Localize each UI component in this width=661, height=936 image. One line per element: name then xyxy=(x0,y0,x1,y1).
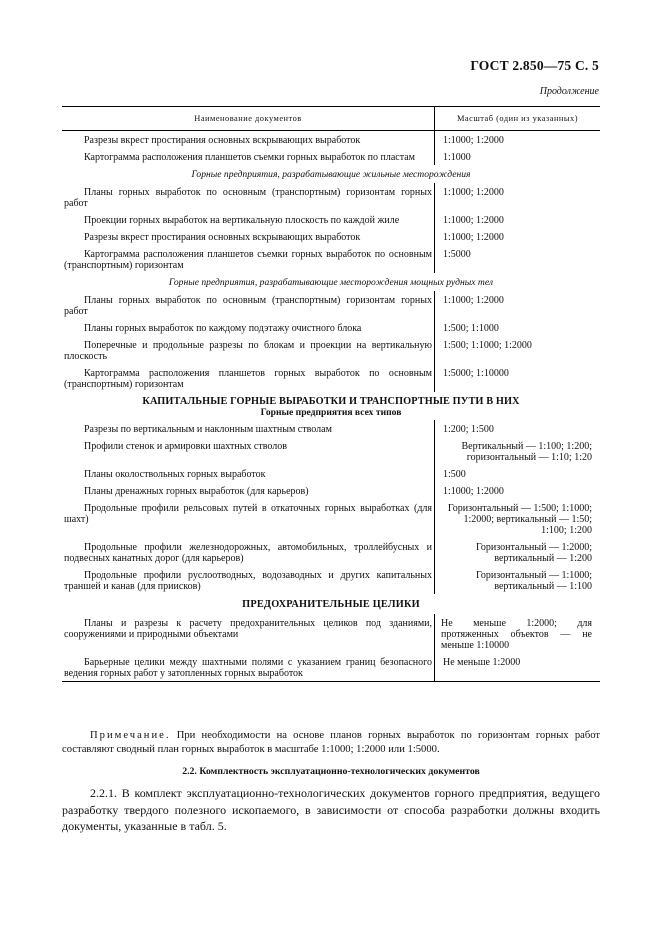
table-row xyxy=(62,131,600,149)
table-row xyxy=(62,245,600,273)
note-label: Примечание. xyxy=(90,730,171,741)
document-name-cell: Планы дренажных горных выработок (для карьеров) xyxy=(62,482,435,499)
subsection-heading: Горные предприятия, разрабатывающие жильные месторождения xyxy=(191,169,471,180)
scale-cell: 1:1000; 1:2000 xyxy=(443,215,504,226)
table-row xyxy=(62,499,600,538)
scale-cell: 1:1000; 1:2000 xyxy=(443,295,504,306)
document-name-cell: Картограмма расположения планшетов съемки горных выработок по основным (транспортным) горизонтам xyxy=(62,245,435,273)
table-body xyxy=(62,131,600,682)
section-heading: ПРЕДОХРАНИТЕЛЬНЫЕ ЦЕЛИКИ xyxy=(242,599,420,610)
section-heading: КАПИТАЛЬНЫЕ ГОРНЫЕ ВЫРАБОТКИ И ТРАНСПОРТНЫЕ ПУТИ В НИХ xyxy=(142,396,520,407)
body-paragraph: 2.2.1. В комплект эксплуатационно-технологических документов горного предприятия, ведущего разработку твердого полезного ископаемого, в зависимости от способа разработки должны входить документы, указанные в табл. 5. xyxy=(62,786,600,833)
document-name-cell: Проекции горных выработок на вертикальную плоскость по каждой жиле xyxy=(62,211,435,228)
scale-cell: Не меньше 1:2000 xyxy=(435,653,601,682)
subsection-row xyxy=(62,165,600,183)
table-row xyxy=(62,538,600,566)
document-name-cell: Планы горных выработок по основным (транспортным) горизонтам горных работ xyxy=(62,183,435,211)
scale-cell: 1:1000; 1:2000 xyxy=(443,232,504,243)
document-name-cell: Профили стенок и армировки шахтных стволов xyxy=(62,437,435,465)
scale-cell: Не меньше 1:2000; для протяженных объектов — не меньше 1:10000 xyxy=(441,618,592,651)
document-name-cell: Планы горных выработок по основным (транспортным) горизонтам горных работ xyxy=(62,291,435,319)
document-name-cell: Картограмма расположения планшетов горных выработок по основным (транспортным) горизонтам xyxy=(62,364,435,392)
table-row xyxy=(62,148,600,165)
table-row xyxy=(62,614,600,653)
table-row xyxy=(62,566,600,594)
table-row xyxy=(62,482,600,499)
section-heading-row xyxy=(62,407,600,420)
note-text: При необходимости на основе планов горных выработок по горизонтам горных работ составляют сводный план горных выработок в масштабе 1:1000; 1:2000 или 1:5000. xyxy=(62,730,600,755)
table-note xyxy=(62,729,600,757)
table-row xyxy=(62,319,600,336)
section-heading-row xyxy=(62,392,600,407)
table-row xyxy=(62,364,600,392)
page-header: ГОСТ 2.850—75 С. 5 xyxy=(470,58,599,73)
scale-cell: 1:1000; 1:2000 xyxy=(443,486,504,497)
scale-cell: 1:5000 xyxy=(443,249,471,260)
table-row xyxy=(62,291,600,319)
section-title: 2.2. Комплектность эксплуатационно-технологических документов xyxy=(182,766,480,777)
document-name-cell: Продольные профили железнодорожных, автомобильных, троллейбусных и подвесных канатных дорог (для карьеров) xyxy=(62,538,435,566)
table-row xyxy=(62,420,600,437)
scale-cell: Горизонтальный — 1:1000; вертикальный — 1:100 xyxy=(475,570,592,592)
subsection-heading: Горные предприятия, разрабатывающие месторождения мощных рудных тел xyxy=(168,277,494,288)
subsection-row xyxy=(62,273,600,291)
table-row xyxy=(62,183,600,211)
scale-cell: Вертикальный — 1:100; 1:200; горизонтальный — 1:10; 1:20 xyxy=(461,441,592,463)
document-name-cell: Разрезы вкрест простирания основных вскрывающих выработок xyxy=(62,228,435,245)
scale-cell: 1:1000; 1:2000 xyxy=(443,187,504,198)
table-row xyxy=(62,465,600,482)
document-name-cell: Планы и разрезы к расчету предохранительных целиков под зданиями, сооружениями и природными объектами xyxy=(62,614,435,653)
document-name-cell: Планы околоствольных горных выработок xyxy=(62,465,435,482)
section-heading-row xyxy=(62,594,600,614)
scale-cell: 1:200; 1:500 xyxy=(443,424,494,435)
documents-table xyxy=(62,106,600,682)
table-row xyxy=(62,211,600,228)
scale-cell: Горизонтальный — 1:2000; вертикальный — 1:200 xyxy=(475,542,592,564)
document-name-cell: Разрезы по вертикальным и наклонным шахтным стволам xyxy=(62,420,435,437)
table-row xyxy=(62,437,600,465)
document-name-cell: Планы горных выработок по каждому подэтажу очистного блока xyxy=(62,319,435,336)
document-name-cell: Продольные профили руслоотводных, водозаводных и других капитальных траншей и канав (для приисков) xyxy=(62,566,435,594)
document-name-cell: Разрезы вкрест простирания основных вскрывающих выработок xyxy=(62,131,435,149)
scale-cell: 1:5000; 1:10000 xyxy=(443,368,509,379)
table-row xyxy=(62,653,600,682)
scale-cell: 1:500; 1:1000; 1:2000 xyxy=(443,340,532,351)
scale-cell: Горизонтальный — 1:500; 1:1000; 1:2000; вертикальный — 1:50; 1:100; 1:200 xyxy=(447,503,592,536)
document-name-cell: Барьерные целики между шахтными полями с указанием границ безопасного ведения горных работ у затопленных горных выработок xyxy=(62,653,435,682)
document-name-cell: Поперечные и продольные разрезы по блокам и проекции на вертикальную плоскость xyxy=(62,336,435,364)
scale-cell: 1:1000 xyxy=(443,152,471,163)
scale-cell: 1:500; 1:1000 xyxy=(443,323,499,334)
column-header-documents: Наименование документов xyxy=(62,107,435,131)
continued-label: Продолжение xyxy=(539,86,599,97)
document-name-cell: Продольные профили рельсовых путей в откаточных горных выработках (для шахт) xyxy=(62,499,435,538)
section-heading: Горные предприятия всех типов xyxy=(260,407,402,418)
table-header-row xyxy=(62,107,600,131)
table-row xyxy=(62,336,600,364)
column-header-scale: Масштаб (один из указанных) xyxy=(435,107,601,131)
scale-cell: 1:500 xyxy=(443,469,466,480)
document-name-cell: Картограмма расположения планшетов съемки горных выработок по пластам xyxy=(62,148,435,165)
scale-cell: 1:1000; 1:2000 xyxy=(443,135,504,146)
table-row xyxy=(62,228,600,245)
